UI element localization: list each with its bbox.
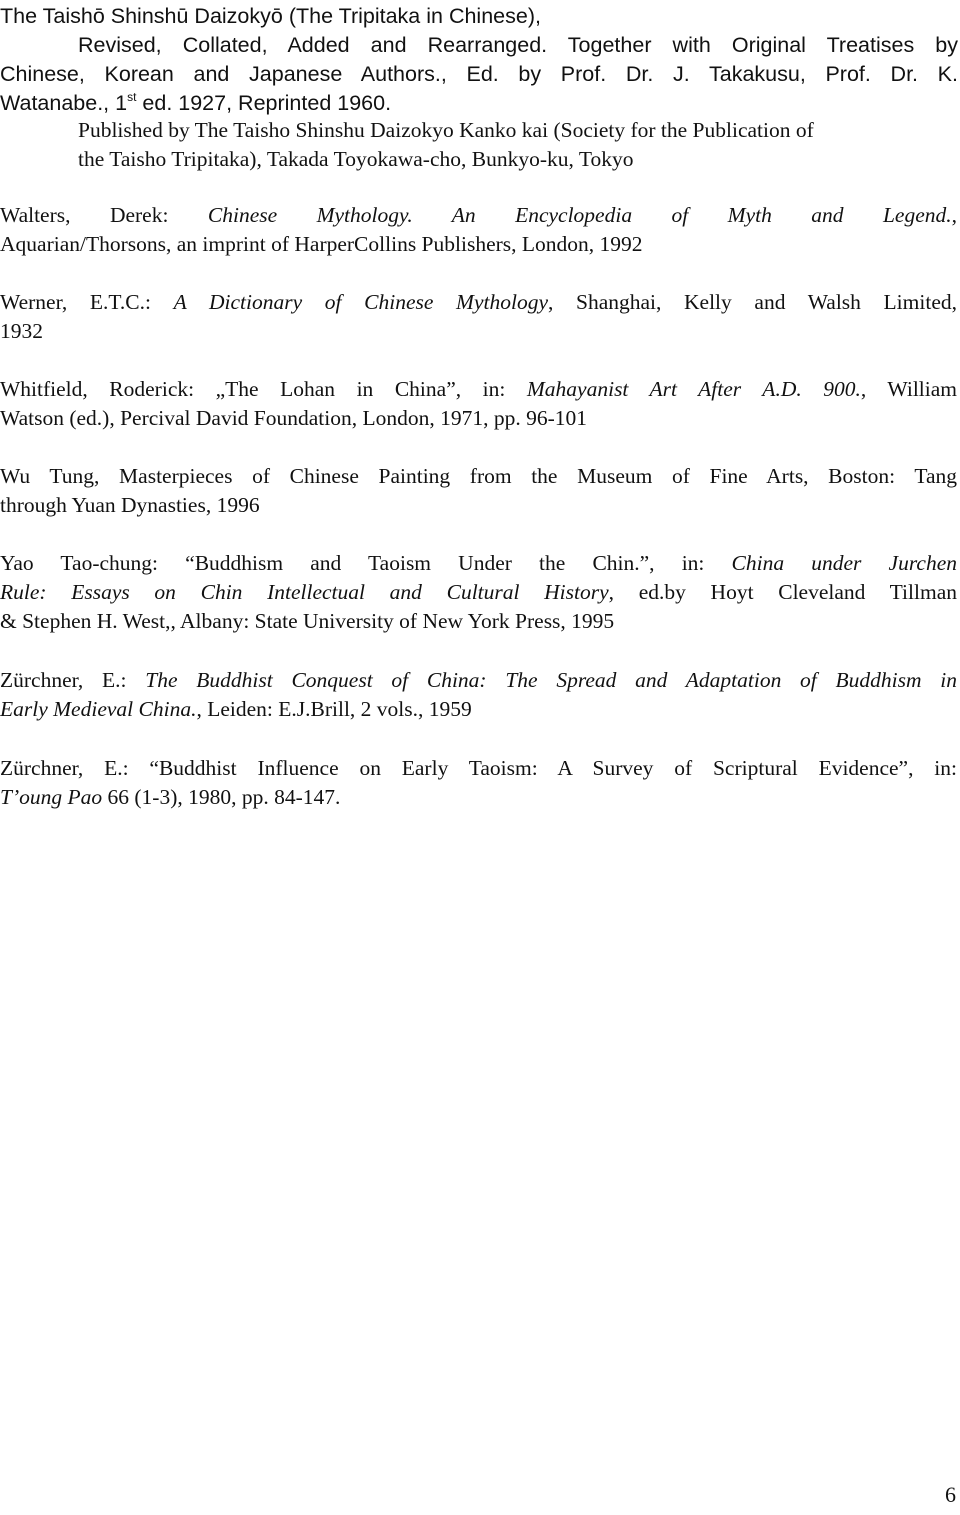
- entry-text: ed. 1927, Reprinted 1960.: [136, 91, 392, 115]
- publisher-note-taisho: [78, 116, 958, 174]
- entry-title: Early Medieval China.: [0, 697, 197, 721]
- entry-line: Watson (ed.), Percival David Foundation, London, 1971, pp. 96-101: [0, 406, 588, 430]
- entry-line: [0, 375, 957, 404]
- entry-line: Aquarian/Thorsons, an imprint of HarperCollins Publishers, London, 1992: [0, 232, 643, 256]
- entry-author: Zürchner, E.:: [0, 668, 146, 692]
- entry-title: A Dictionary of Chinese Mythology: [173, 290, 548, 314]
- entry-line: [0, 549, 957, 578]
- entry-text: , Shanghai, Kelly and Walsh Limited,: [547, 290, 957, 314]
- bibliography-entry-zurchner-conquest: [0, 666, 957, 724]
- bibliography-entry-whitfield: [0, 375, 957, 433]
- entry-text: ,: [951, 203, 957, 227]
- bibliography-entry-zurchner-influence: [0, 754, 957, 812]
- entry-author: Werner, E.T.C.:: [0, 290, 174, 314]
- entry-text: Whitfield, Roderick: „The Lohan in China”, in:: [0, 377, 527, 401]
- entry-line: Revised, Collated, Added and Rearranged. Together with Original Treatises by: [78, 33, 958, 57]
- bibliography-entry-wu: [0, 462, 957, 520]
- entry-line: Chinese, Korean and Japanese Authors., Ed. by Prof. Dr. J. Takakusu, Prof. Dr. K.: [0, 62, 958, 86]
- entry-line: Wu Tung, Masterpieces of Chinese Painting from the Museum of Fine Arts, Boston: Tang: [0, 464, 957, 488]
- entry-line: [0, 695, 957, 724]
- superscript: st: [127, 90, 137, 104]
- entry-line: the Taisho Tripitaka), Takada Toyokawa-cho, Bunkyo-ku, Tokyo: [78, 147, 634, 171]
- bibliography-entry-taisho: [0, 2, 958, 121]
- entry-line: [0, 783, 957, 812]
- entry-title: T’oung Pao: [0, 785, 103, 809]
- entry-title: China under Jurchen: [731, 551, 957, 575]
- entry-text: Yao Tao-chung: “Buddhism and Taoism Under the Chin.”, in:: [0, 551, 732, 575]
- entry-line: through Yuan Dynasties, 1996: [0, 493, 260, 517]
- entry-author: Walters, Derek:: [0, 203, 208, 227]
- entry-line: [0, 201, 957, 230]
- entry-text: , Leiden: E.J.Brill, 2 vols., 1959: [196, 697, 472, 721]
- entry-line: [0, 578, 957, 607]
- bibliography-entry-werner: [0, 288, 957, 346]
- entry-line: [0, 288, 957, 317]
- entry-title: Chinese Mythology. An Encyclopedia of Myth and Legend.: [207, 203, 952, 227]
- entry-line: Published by The Taisho Shinshu Daizokyo Kanko kai (Society for the Publication of: [78, 118, 814, 142]
- entry-text: 66 (1-3), 1980, pp. 84-147.: [102, 785, 341, 809]
- entry-title: The Buddhist Conquest of China: The Spread and Adaptation of Buddhism in: [145, 668, 957, 692]
- page-number: 6: [945, 1482, 956, 1507]
- entry-line: & Stephen H. West,, Albany: State University of New York Press, 1995: [0, 609, 615, 633]
- entry-text: , William: [860, 377, 958, 401]
- entry-text: Watanabe., 1: [0, 91, 128, 115]
- bibliography-entry-walters: [0, 201, 957, 259]
- entry-line: 1932: [0, 319, 43, 343]
- entry-line: [0, 666, 957, 695]
- entry-title: Rule: Essays on Chin Intellectual and Cultural History: [0, 580, 609, 604]
- bibliography-entry-yao: [0, 549, 957, 636]
- entry-title: Mahayanist Art After A.D. 900.: [526, 377, 861, 401]
- entry-text: , ed.by Hoyt Cleveland Tillman: [608, 580, 957, 604]
- entry-line: The Taishō Shinshū Daizokyō (The Tripitaka in Chinese),: [0, 4, 541, 28]
- entry-line: Zürchner, E.: “Buddhist Influence on Early Taoism: A Survey of Scriptural Evidence”, in:: [0, 756, 957, 780]
